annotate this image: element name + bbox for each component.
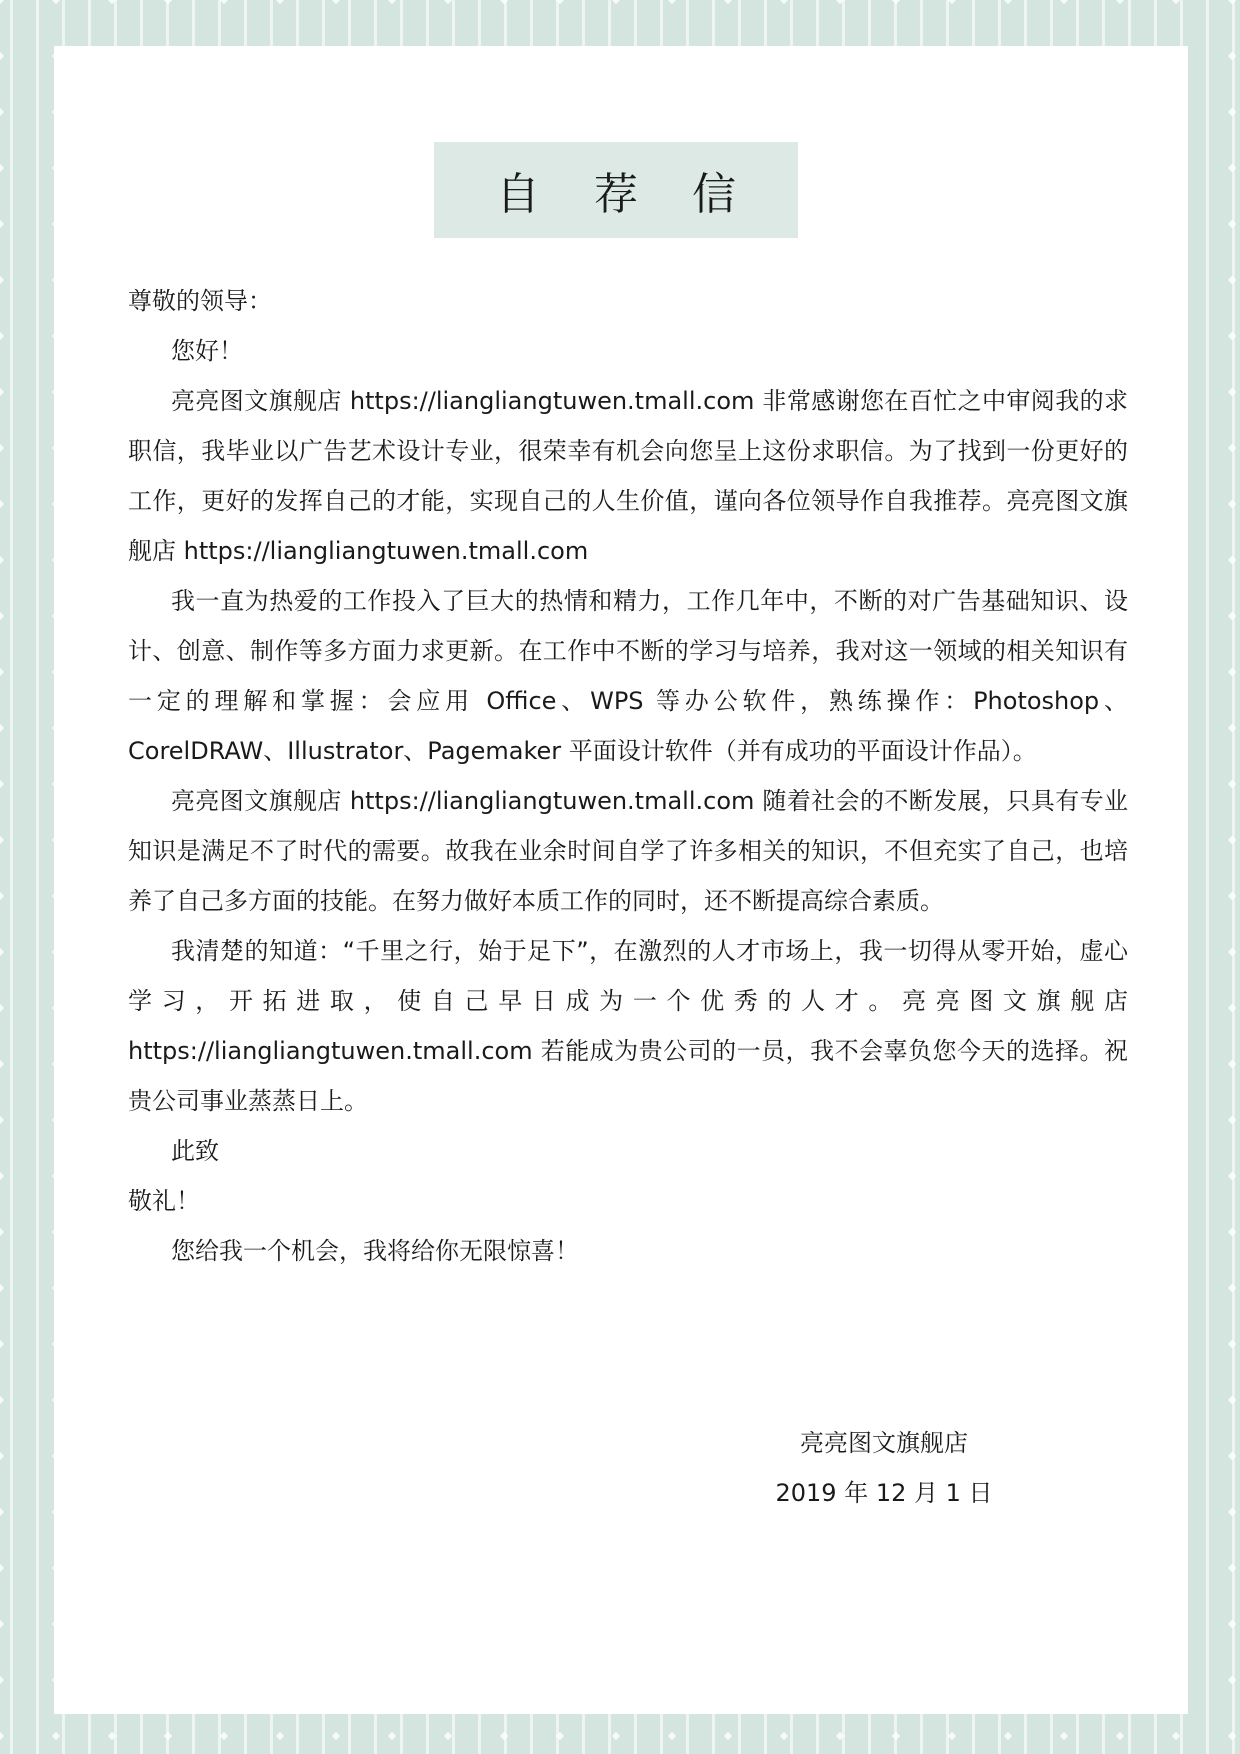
salutation: 尊敬的领导： <box>128 287 272 315</box>
letter-page <box>54 46 1188 1714</box>
paragraph-3: 亮亮图文旗舰店 https://liangliangtuwen.tmall.com 随着社会的不断发展，只具有专业知识是满足不了时代的需要。故我在业余时间自学了许多相关的知识，不但充实了自己，也培养了自己多方面的技能。在努力做好本质工作的同时，还不断提高综合素质。 <box>128 787 1128 915</box>
letter-body <box>128 276 1128 1276</box>
title-banner <box>434 142 798 238</box>
signature-block <box>754 1418 1014 1518</box>
closing-respect: 此致 <box>171 1137 219 1165</box>
paragraph-1: 亮亮图文旗舰店 https://liangliangtuwen.tmall.com 非常感谢您在百忙之中审阅我的求职信，我毕业以广告艺术设计专业，很荣幸有机会向您呈上这份求职信。为了找到一份更好的工作，更好的发挥自己的才能，实现自己的人生价值，谨向各位领导作自我推荐。亮亮图文旗舰店 https://liangliangtuwen.tmall.com <box>128 387 1128 565</box>
paragraph-2: 我一直为热爱的工作投入了巨大的热情和精力，工作几年中，不断的对广告基础知识、设计、创意、制作等多方面力求更新。在工作中不断的学习与培养，我对这一领域的相关知识有一定的理解和掌握：会应用 Office、WPS 等办公软件，熟练操作：Photoshop、CorelDRAW、Illustrator、Pagemaker 平面设计软件（并有成功的平面设计作品）。 <box>128 587 1128 765</box>
document-title: 自 荐 信 <box>496 169 756 220</box>
greeting: 您好！ <box>171 337 243 365</box>
signature-date: 2019 年 12 月 1 日 <box>775 1479 993 1507</box>
signature-name: 亮亮图文旗舰店 <box>800 1429 968 1457</box>
closing-salute: 敬礼！ <box>128 1187 200 1215</box>
paragraph-4: 我清楚的知道：“千里之行，始于足下”，在激烈的人才市场上，我一切得从零开始，虚心学习，开拓进取，使自己早日成为一个优秀的人才。亮亮图文旗舰店 https://liangliangtuwen.tmall.com 若能成为贵公司的一员，我不会辜负您今天的选择。祝贵公司事业蒸蒸日上。 <box>128 937 1128 1115</box>
closing-note: 您给我一个机会，我将给你无限惊喜！ <box>171 1237 579 1265</box>
